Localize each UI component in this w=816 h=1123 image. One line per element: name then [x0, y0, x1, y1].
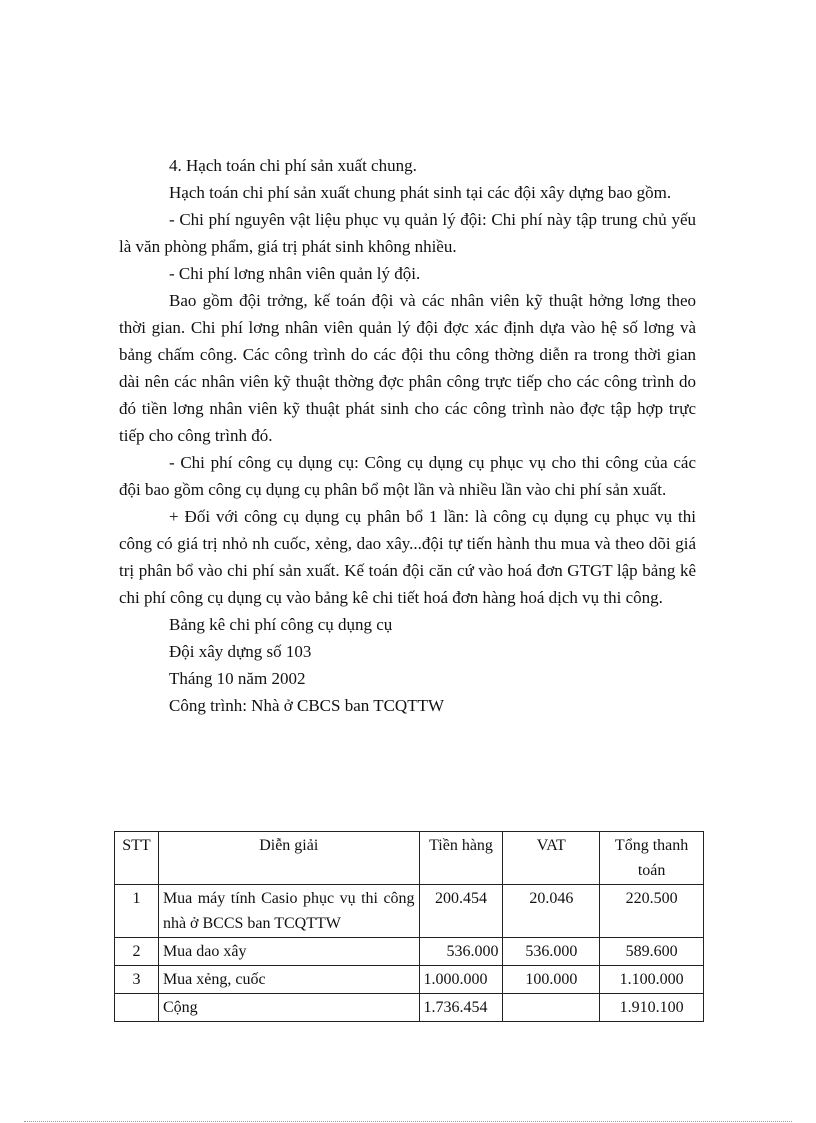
table-title: Bảng kê chi phí công cụ dụng cụ: [169, 615, 393, 634]
cell-total: 220.500: [600, 885, 704, 938]
cell-stt: 2: [115, 938, 159, 966]
cell-stt: 3: [115, 966, 159, 994]
table-total-row: [115, 994, 704, 1022]
cell-description: Cộng: [158, 994, 419, 1022]
cell-stt: [115, 994, 159, 1022]
tool-cost-table: [114, 831, 704, 1022]
cell-description: Mua xẻng, cuốc: [158, 966, 419, 994]
table-header-row: [115, 832, 704, 885]
section-heading: 4. Hạch toán chi phí sản xuất chung.: [169, 156, 417, 175]
cell-goods-amount: 1.000.000: [419, 966, 503, 994]
cell-goods-amount: 1.736.454: [419, 994, 503, 1022]
header-stt: STT: [115, 832, 159, 885]
cell-vat: [503, 994, 600, 1022]
cell-total: 589.600: [600, 938, 704, 966]
cell-goods-amount: 536.000: [419, 938, 503, 966]
cell-total: 1.100.000: [600, 966, 704, 994]
team-label: Đội xây dựng số 103: [169, 642, 312, 661]
cell-vat: 536.000: [503, 938, 600, 966]
cell-total: 1.910.100: [600, 994, 704, 1022]
cell-description: Mua dao xây: [158, 938, 419, 966]
document-body: [119, 152, 696, 719]
paragraph-materials: - Chi phí nguyên vật liệu phục vụ quản lý đội: Chi phí này tập trung chủ yếu là văn phòng phẩm, giá trị phát sinh không nhiều.: [119, 210, 696, 256]
paragraph-intro: Hạch toán chi phí sản xuất chung phát sinh tại các đội xây dựng bao gồm.: [169, 183, 672, 202]
cell-description: Mua máy tính Casio phục vụ thi công nhà ở BCCS ban TCQTTW: [158, 885, 419, 938]
paragraph-tools-one-time: + Đối với công cụ dụng cụ phân bổ 1 lần: là công cụ dụng cụ phục vụ thi công có giá trị nhỏ nh cuốc, xẻng, dao xây...đội tự tiến hành thu mua và theo dõi giá trị phân bổ vào chi phí sản xuất. Kế toán đội căn cứ vào hoá đơn GTGT lập bảng kê chi phí công cụ dụng cụ vào bảng kê chi tiết hoá đơn hàng hoá dịch vụ thi công.: [119, 507, 696, 607]
header-goods-amount: Tiền hàng: [419, 832, 503, 885]
cell-vat: 20.046: [503, 885, 600, 938]
table-row: [115, 938, 704, 966]
paragraph-salary-detail: Bao gồm đội trởng, kế toán đội và các nhân viên kỹ thuật hởng lơng theo thời gian. Chi phí lơng nhân viên quản lý đội đợc xác định dựa vào hệ số lơng và bảng chấm công. Các công trình do các đội thu công thờng diễn ra trong thời gian dài nên các nhân viên kỹ thuật thờng đợc phân công trực tiếp cho các công trình do đó tiền lơng nhân viên kỹ thuật phát sinh cho các công trình nào đợc tập hợp trực tiếp cho công trình đó.: [119, 291, 696, 445]
month-label: Tháng 10 năm 2002: [169, 669, 306, 688]
table-row: [115, 966, 704, 994]
page-bottom-divider: [24, 1121, 792, 1122]
paragraph-salary-heading: - Chi phí lơng nhân viên quản lý đội.: [169, 264, 421, 283]
cell-vat: 100.000: [503, 966, 600, 994]
project-label: Công trình: Nhà ở CBCS ban TCQTTW: [169, 696, 445, 715]
cell-goods-amount: 200.454: [419, 885, 503, 938]
table-row: [115, 885, 704, 938]
header-vat: VAT: [503, 832, 600, 885]
cell-stt: 1: [115, 885, 159, 938]
header-description: Diễn giải: [158, 832, 419, 885]
paragraph-tools: - Chi phí công cụ dụng cụ: Công cụ dụng cụ phục vụ cho thi công của các đội bao gồm công cụ dụng cụ phân bổ một lần và nhiều lần vào chi phí sản xuất.: [119, 453, 696, 499]
header-total: Tổng thanh toán: [600, 832, 704, 885]
